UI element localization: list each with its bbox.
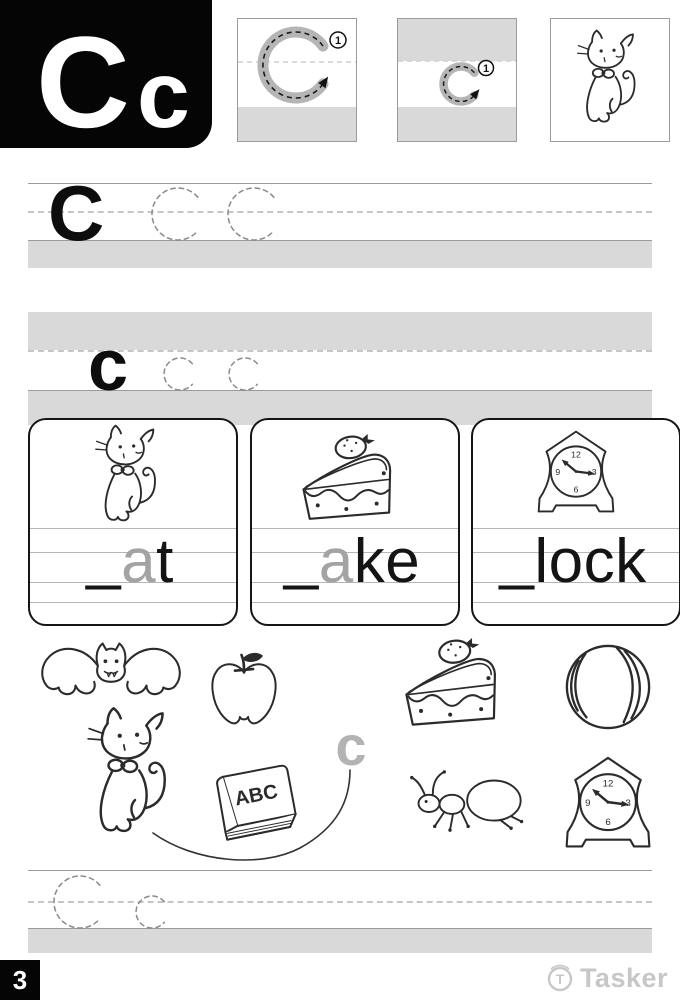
cat-illustration [82, 706, 184, 841]
lowercase-trace-guide [398, 19, 516, 141]
lowercase-trace-guide-box [397, 18, 517, 142]
brand-name: Tasker [579, 963, 668, 993]
practice-row-lowercase [28, 312, 652, 425]
trace-letter: a [121, 527, 157, 596]
word-card-cake [250, 418, 460, 626]
cat-picture-box [550, 18, 670, 142]
practice-row-review [28, 870, 652, 953]
practice-letters-lowercase [28, 312, 652, 425]
descender-shade-band [398, 107, 516, 141]
word-rest: ke [353, 527, 421, 596]
match-target-letter: c [335, 714, 367, 777]
missing-letter-blank: _ [86, 522, 122, 591]
practice-letters-review [28, 870, 652, 953]
dashed-trace-letter-C [228, 188, 274, 240]
word-card-clock [471, 418, 680, 626]
trace-stroke-body [444, 67, 475, 102]
trace-letter: a [318, 527, 354, 596]
solid-example-letter: c [88, 326, 129, 406]
header-uppercase-letter: C [36, 9, 130, 148]
ascender-shade-band [398, 19, 516, 61]
stroke-step-number: 1 [334, 35, 342, 47]
cat-illustration [573, 29, 649, 129]
apple-illustration [206, 650, 282, 731]
page-number-badge [0, 960, 40, 1000]
dashed-trace-letter-C [54, 876, 100, 928]
brand-logo-letter: T [555, 970, 565, 987]
word-label [252, 420, 453, 619]
uppercase-trace-guide-box [237, 18, 357, 142]
svg-text:_lock [498, 522, 647, 596]
solid-example-letter: C [48, 183, 105, 257]
tennis-ball-illustration [562, 641, 654, 733]
brand-logo-icon [545, 964, 575, 994]
letter-header-box [0, 0, 212, 148]
word-rest: t [156, 527, 174, 596]
word-card-cat [28, 418, 238, 626]
page-number: 3 [12, 964, 28, 995]
uppercase-trace-guide [238, 19, 356, 141]
missing-letter-blank: _ [499, 522, 535, 591]
dashed-trace-letter-C [152, 188, 198, 240]
dashed-trace-letter-c [164, 358, 192, 390]
dashed-trace-letter-c [229, 358, 257, 390]
missing-letter-blank: _ [283, 522, 319, 591]
abc-book-illustration [200, 762, 302, 850]
ant-illustration [408, 765, 534, 838]
svg-text:_ake [283, 522, 420, 596]
header-lowercase-letter: c [137, 42, 190, 148]
word-rest: lock [534, 527, 647, 596]
word-label [30, 420, 231, 619]
brand-logo [545, 963, 668, 994]
svg-text:_at [85, 522, 174, 596]
clock-illustration [557, 754, 659, 858]
practice-row-uppercase [28, 183, 652, 268]
stroke-step-number: 1 [482, 63, 490, 75]
letter-header-letters [0, 0, 212, 148]
word-label [473, 420, 674, 619]
cake-illustration [400, 638, 514, 731]
dashed-trace-letter-c [136, 896, 164, 928]
descender-shade-band [238, 107, 356, 141]
practice-letters-uppercase [28, 183, 652, 268]
